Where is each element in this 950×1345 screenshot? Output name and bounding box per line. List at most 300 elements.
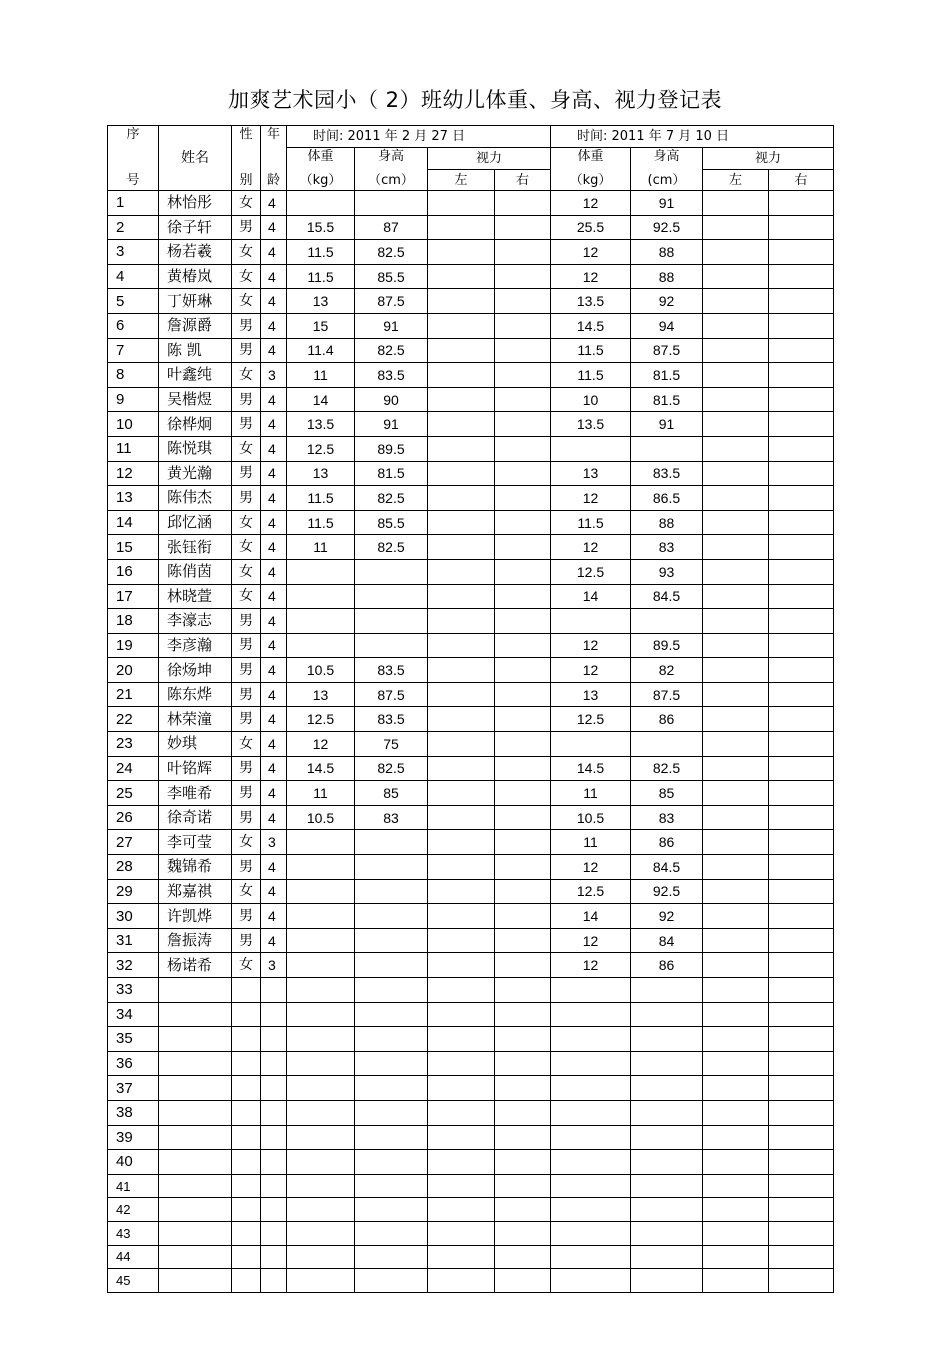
cell-vision-2-left [703, 830, 769, 855]
table-row [108, 559, 834, 584]
cell-weight-2: 12 [551, 535, 631, 560]
cell-vision-2-right [769, 1100, 834, 1125]
cell-weight-1: 13 [287, 289, 355, 314]
cell-height-1 [355, 928, 428, 953]
cell-age [261, 1051, 287, 1076]
cell-weight-2: 13.5 [551, 412, 631, 437]
cell-height-2: 92 [631, 289, 703, 314]
cell-height-1 [355, 1174, 428, 1198]
cell-seq: 5 [108, 289, 159, 314]
cell-height-2 [631, 436, 703, 461]
cell-gender [232, 1245, 261, 1269]
cell-name: 叶铭辉 [159, 756, 232, 781]
cell-height-1: 82.5 [355, 535, 428, 560]
cell-seq: 26 [108, 805, 159, 830]
cell-vision-2-left [703, 510, 769, 535]
cell-weight-1 [287, 191, 355, 216]
cell-vision-1-left [428, 830, 495, 855]
header-height-2-label: 身高 [653, 149, 680, 164]
cell-height-2: 88 [631, 264, 703, 289]
table-row [108, 412, 834, 437]
cell-vision-1-right [495, 805, 551, 830]
cell-height-1 [355, 953, 428, 978]
cell-vision-1-left [428, 1269, 495, 1293]
cell-weight-2: 12 [551, 240, 631, 265]
cell-vision-2-right [769, 486, 834, 511]
cell-height-1: 91 [355, 313, 428, 338]
table-row [108, 486, 834, 511]
cell-vision-1-right [495, 387, 551, 412]
cell-name [159, 1221, 232, 1245]
table-row [108, 387, 834, 412]
cell-vision-1-left [428, 264, 495, 289]
cell-vision-1-right [495, 781, 551, 806]
cell-age [261, 1174, 287, 1198]
page-title: 加爽艺术园小（ 2）班幼儿体重、身高、视力登记表 [227, 88, 723, 112]
cell-age: 4 [261, 264, 287, 289]
cell-weight-2: 11 [551, 830, 631, 855]
cell-age: 4 [261, 510, 287, 535]
cell-gender: 女 [232, 953, 261, 978]
cell-height-1 [355, 1125, 428, 1150]
cell-age: 4 [261, 781, 287, 806]
cell-gender: 男 [232, 215, 261, 240]
cell-weight-2: 12 [551, 928, 631, 953]
table-row [108, 289, 834, 314]
cell-height-1: 82.5 [355, 486, 428, 511]
cell-vision-2-right [769, 412, 834, 437]
cell-vision-2-right [769, 1269, 834, 1293]
cell-weight-1 [287, 1051, 355, 1076]
cell-gender: 男 [232, 904, 261, 929]
cell-vision-1-right [495, 1076, 551, 1101]
cell-height-2 [631, 1150, 703, 1175]
cell-height-2 [631, 732, 703, 757]
table-row [108, 658, 834, 683]
table-row [108, 461, 834, 486]
cell-vision-2-right [769, 1174, 834, 1198]
cell-age: 4 [261, 682, 287, 707]
cell-vision-1-left [428, 584, 495, 609]
cell-vision-2-left [703, 1125, 769, 1150]
cell-height-1: 89.5 [355, 436, 428, 461]
cell-age: 4 [261, 855, 287, 880]
table-row [108, 633, 834, 658]
header-height-2-unit: (cm） [647, 173, 686, 188]
cell-vision-2-right [769, 756, 834, 781]
cell-weight-2 [551, 1150, 631, 1175]
cell-height-2: 92.5 [631, 879, 703, 904]
cell-vision-1-right [495, 756, 551, 781]
cell-gender: 男 [232, 633, 261, 658]
cell-weight-1 [287, 904, 355, 929]
cell-vision-2-right [769, 215, 834, 240]
cell-height-1: 82.5 [355, 338, 428, 363]
cell-vision-1-right [495, 1245, 551, 1269]
cell-vision-1-right [495, 412, 551, 437]
cell-gender: 女 [232, 584, 261, 609]
cell-vision-2-left [703, 486, 769, 511]
cell-vision-1-left [428, 1198, 495, 1222]
cell-name: 林荣潼 [159, 707, 232, 732]
cell-name: 林晓萱 [159, 584, 232, 609]
table-row [108, 240, 834, 265]
cell-height-1: 82.5 [355, 240, 428, 265]
cell-vision-1-right [495, 1269, 551, 1293]
cell-gender: 女 [232, 535, 261, 560]
cell-weight-1: 10.5 [287, 805, 355, 830]
cell-weight-2: 12.5 [551, 707, 631, 732]
cell-gender: 男 [232, 313, 261, 338]
cell-vision-2-left [703, 1100, 769, 1125]
cell-height-1 [355, 879, 428, 904]
cell-weight-1: 12.5 [287, 436, 355, 461]
table-row [108, 1174, 834, 1198]
cell-height-1 [355, 830, 428, 855]
cell-weight-1: 11.5 [287, 486, 355, 511]
cell-height-2 [631, 978, 703, 1003]
cell-age [261, 1198, 287, 1222]
cell-weight-1 [287, 1221, 355, 1245]
header-age-top: 年 [266, 127, 280, 142]
cell-vision-2-left [703, 584, 769, 609]
cell-name: 徐桦炯 [159, 412, 232, 437]
cell-seq: 13 [108, 486, 159, 511]
table-row [108, 781, 834, 806]
cell-weight-2: 12 [551, 658, 631, 683]
cell-age: 4 [261, 461, 287, 486]
cell-vision-1-left [428, 436, 495, 461]
cell-weight-2 [551, 1221, 631, 1245]
cell-seq: 2 [108, 215, 159, 240]
cell-height-1 [355, 609, 428, 634]
cell-name: 李濠志 [159, 609, 232, 634]
header-row-1 [108, 126, 834, 148]
cell-height-1: 85.5 [355, 510, 428, 535]
cell-height-2: 88 [631, 510, 703, 535]
cell-vision-2-left [703, 1002, 769, 1027]
cell-seq: 22 [108, 707, 159, 732]
cell-weight-1: 13 [287, 461, 355, 486]
cell-vision-1-left [428, 1100, 495, 1125]
cell-vision-2-right [769, 436, 834, 461]
cell-name [159, 1027, 232, 1052]
cell-seq: 3 [108, 240, 159, 265]
cell-age: 4 [261, 756, 287, 781]
table-row [108, 953, 834, 978]
cell-gender: 女 [232, 289, 261, 314]
cell-vision-1-right [495, 928, 551, 953]
cell-height-2: 92 [631, 904, 703, 929]
cell-gender: 女 [232, 510, 261, 535]
cell-vision-2-left [703, 461, 769, 486]
cell-gender: 男 [232, 387, 261, 412]
cell-weight-1 [287, 1027, 355, 1052]
table-row [108, 1076, 834, 1101]
cell-name [159, 1198, 232, 1222]
table-row [108, 830, 834, 855]
cell-name [159, 978, 232, 1003]
table-row [108, 879, 834, 904]
cell-vision-2-left [703, 1150, 769, 1175]
cell-weight-2: 25.5 [551, 215, 631, 240]
cell-name: 叶鑫纯 [159, 363, 232, 388]
cell-height-1: 85.5 [355, 264, 428, 289]
cell-height-2: 86 [631, 953, 703, 978]
cell-height-2 [631, 1269, 703, 1293]
cell-gender: 女 [232, 240, 261, 265]
cell-vision-2-right [769, 363, 834, 388]
cell-vision-2-left [703, 1198, 769, 1222]
cell-height-2: 81.5 [631, 363, 703, 388]
cell-height-1 [355, 1221, 428, 1245]
table-row [108, 682, 834, 707]
cell-vision-2-left [703, 1076, 769, 1101]
cell-age: 4 [261, 412, 287, 437]
cell-gender: 男 [232, 338, 261, 363]
cell-seq: 20 [108, 658, 159, 683]
cell-height-2 [631, 1174, 703, 1198]
header-gender [232, 126, 261, 191]
cell-height-2: 94 [631, 313, 703, 338]
table-row [108, 510, 834, 535]
cell-name: 邱忆涵 [159, 510, 232, 535]
cell-vision-1-left [428, 387, 495, 412]
cell-weight-2: 13 [551, 461, 631, 486]
cell-weight-1 [287, 830, 355, 855]
cell-gender [232, 1198, 261, 1222]
cell-height-1 [355, 1051, 428, 1076]
cell-weight-1 [287, 1245, 355, 1269]
cell-age [261, 978, 287, 1003]
cell-vision-2-left [703, 756, 769, 781]
cell-weight-2: 12 [551, 953, 631, 978]
cell-gender: 男 [232, 756, 261, 781]
cell-name: 许凯烨 [159, 904, 232, 929]
cell-gender: 男 [232, 928, 261, 953]
header-vision-1-right: 右 [495, 170, 551, 191]
cell-height-2: 82.5 [631, 756, 703, 781]
cell-age [261, 1150, 287, 1175]
cell-weight-1: 14.5 [287, 756, 355, 781]
cell-name: 妙琪 [159, 732, 232, 757]
cell-gender: 女 [232, 363, 261, 388]
cell-height-1: 85 [355, 781, 428, 806]
header-gender-top: 性 [239, 127, 253, 142]
cell-height-1 [355, 1002, 428, 1027]
cell-age: 4 [261, 658, 287, 683]
cell-weight-2: 11 [551, 781, 631, 806]
header-weight-1-unit: （kg） [299, 173, 342, 188]
registration-table [107, 125, 834, 1293]
cell-gender: 女 [232, 191, 261, 216]
header-height-1-unit: （cm） [368, 173, 414, 188]
cell-vision-1-left [428, 904, 495, 929]
cell-height-1: 90 [355, 387, 428, 412]
cell-vision-1-left [428, 855, 495, 880]
cell-vision-1-right [495, 1002, 551, 1027]
cell-vision-2-right [769, 461, 834, 486]
cell-gender: 女 [232, 559, 261, 584]
cell-vision-1-left [428, 928, 495, 953]
cell-age: 4 [261, 535, 287, 560]
cell-name: 杨诺希 [159, 953, 232, 978]
cell-height-1: 75 [355, 732, 428, 757]
cell-weight-1: 11.5 [287, 240, 355, 265]
header-age-bottom: 龄 [266, 173, 280, 188]
cell-age [261, 1245, 287, 1269]
cell-weight-2: 12 [551, 264, 631, 289]
cell-gender: 男 [232, 855, 261, 880]
cell-seq: 38 [108, 1100, 159, 1125]
cell-vision-1-right [495, 682, 551, 707]
cell-weight-2 [551, 1027, 631, 1052]
cell-gender: 女 [232, 830, 261, 855]
table-row [108, 1027, 834, 1052]
cell-seq: 32 [108, 953, 159, 978]
cell-height-2 [631, 1051, 703, 1076]
cell-vision-1-left [428, 682, 495, 707]
cell-height-1 [355, 1150, 428, 1175]
cell-vision-1-right [495, 313, 551, 338]
cell-seq: 42 [108, 1198, 159, 1222]
cell-weight-2: 14.5 [551, 313, 631, 338]
cell-seq: 19 [108, 633, 159, 658]
cell-seq: 4 [108, 264, 159, 289]
cell-vision-2-right [769, 510, 834, 535]
cell-weight-1: 10.5 [287, 658, 355, 683]
cell-height-1: 87 [355, 215, 428, 240]
cell-weight-2 [551, 1002, 631, 1027]
table-row [108, 1198, 834, 1222]
cell-weight-1 [287, 879, 355, 904]
cell-vision-1-left [428, 1150, 495, 1175]
cell-weight-1 [287, 1125, 355, 1150]
cell-weight-2 [551, 1174, 631, 1198]
cell-height-1: 87.5 [355, 682, 428, 707]
cell-height-2: 86.5 [631, 486, 703, 511]
header-vision-1-left: 左 [428, 170, 495, 191]
cell-vision-2-right [769, 633, 834, 658]
cell-name: 陈 凯 [159, 338, 232, 363]
cell-name: 陈俏茵 [159, 559, 232, 584]
cell-height-1 [355, 978, 428, 1003]
table-row [108, 313, 834, 338]
cell-weight-1 [287, 609, 355, 634]
cell-gender: 女 [232, 879, 261, 904]
header-height-1-label: 身高 [377, 149, 404, 164]
cell-gender: 男 [232, 412, 261, 437]
cell-weight-2: 14.5 [551, 756, 631, 781]
header-weight-2-label: 体重 [577, 149, 604, 164]
cell-seq: 8 [108, 363, 159, 388]
cell-age: 4 [261, 387, 287, 412]
cell-weight-2: 11.5 [551, 338, 631, 363]
cell-name [159, 1150, 232, 1175]
cell-weight-1 [287, 1100, 355, 1125]
cell-vision-2-right [769, 191, 834, 216]
cell-seq: 17 [108, 584, 159, 609]
cell-vision-2-left [703, 633, 769, 658]
cell-vision-1-right [495, 436, 551, 461]
table-row [108, 535, 834, 560]
cell-name: 张钰衔 [159, 535, 232, 560]
cell-age: 4 [261, 240, 287, 265]
cell-height-1 [355, 584, 428, 609]
cell-seq: 35 [108, 1027, 159, 1052]
cell-age: 4 [261, 191, 287, 216]
header-name: 姓名 [159, 126, 232, 191]
cell-vision-1-left [428, 338, 495, 363]
cell-weight-1: 12.5 [287, 707, 355, 732]
cell-seq: 24 [108, 756, 159, 781]
cell-name [159, 1125, 232, 1150]
cell-height-1: 87.5 [355, 289, 428, 314]
cell-vision-1-right [495, 879, 551, 904]
cell-gender: 女 [232, 732, 261, 757]
cell-vision-2-right [769, 338, 834, 363]
cell-height-1: 83 [355, 805, 428, 830]
cell-weight-2: 12 [551, 191, 631, 216]
cell-vision-2-left [703, 658, 769, 683]
table-row [108, 1245, 834, 1269]
header-seq [108, 126, 159, 191]
header-period-1: 时间: 2011 年 2 月 27 日 [287, 126, 551, 148]
cell-vision-1-right [495, 978, 551, 1003]
cell-weight-2 [551, 978, 631, 1003]
cell-name: 丁妍琳 [159, 289, 232, 314]
cell-weight-1 [287, 584, 355, 609]
cell-vision-1-right [495, 535, 551, 560]
cell-vision-2-left [703, 338, 769, 363]
table-row [108, 1150, 834, 1175]
cell-age: 4 [261, 707, 287, 732]
cell-gender [232, 1174, 261, 1198]
cell-height-2 [631, 609, 703, 634]
cell-weight-1: 13 [287, 682, 355, 707]
cell-name: 陈伟杰 [159, 486, 232, 511]
cell-gender [232, 1269, 261, 1293]
cell-vision-1-right [495, 461, 551, 486]
cell-name: 徐炀坤 [159, 658, 232, 683]
cell-vision-2-right [769, 264, 834, 289]
cell-height-1: 82.5 [355, 756, 428, 781]
table-body [108, 126, 834, 1293]
cell-height-2: 91 [631, 412, 703, 437]
cell-name: 林怡彤 [159, 191, 232, 216]
cell-age: 4 [261, 313, 287, 338]
cell-height-2 [631, 1245, 703, 1269]
cell-seq: 36 [108, 1051, 159, 1076]
cell-vision-2-right [769, 584, 834, 609]
cell-gender: 女 [232, 264, 261, 289]
cell-vision-2-right [769, 805, 834, 830]
cell-vision-1-right [495, 289, 551, 314]
cell-gender: 男 [232, 486, 261, 511]
cell-vision-2-right [769, 732, 834, 757]
cell-weight-2 [551, 1245, 631, 1269]
cell-vision-2-right [769, 978, 834, 1003]
cell-height-2: 84.5 [631, 855, 703, 880]
cell-seq: 12 [108, 461, 159, 486]
cell-height-2: 89.5 [631, 633, 703, 658]
cell-vision-1-left [428, 978, 495, 1003]
cell-weight-1: 11.4 [287, 338, 355, 363]
cell-vision-2-right [769, 682, 834, 707]
cell-vision-1-right [495, 855, 551, 880]
cell-name: 詹振涛 [159, 928, 232, 953]
cell-vision-2-right [769, 928, 834, 953]
